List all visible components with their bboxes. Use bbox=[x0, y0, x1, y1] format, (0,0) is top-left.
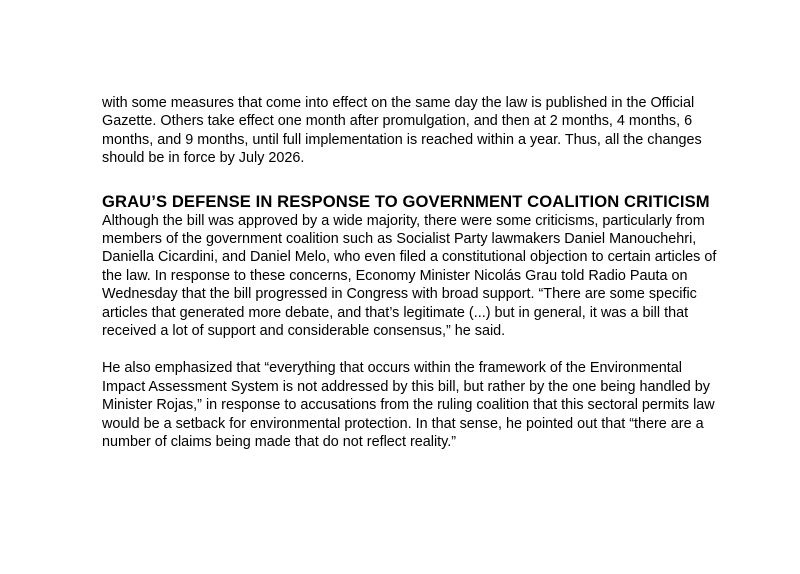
body-paragraph-1: Although the bill was approved by a wide majority, there were some criticisms, particularly from members of the government coalition such as Socialist Party lawmakers Daniel Manouchehri, Daniella Cicardini, and Daniel Melo, who even filed a constitutional objection to certain articles of the law. In response to these concerns, Economy Minister Nicolás Grau told Radio Pauta on Wednesday that the bill progressed in Congress with broad support. “There are some specific articles that generated more debate, and that’s legitimate (...) but in general, it was a bill that received a lot of support and considerable consensus,” he said. bbox=[102, 212, 717, 340]
intro-paragraph: with some measures that come into effect on the same day the law is published in the Official Gazette. Others take effect one month after promulgation, and then at 2 months, 4 months, 6 months, and 9 months, until full implementation is reached within a year. Thus, all the changes should be in force by July 2026. bbox=[102, 95, 702, 167]
body-paragraph-2: He also emphasized that “everything that occurs within the framework of the Environmental Impact Assessment System is not addressed by this bill, but rather by the one being handled by Minister Rojas,” in response to accusations from the ruling coalition that this sectoral permits law would be a setback for environmental protection. In that sense, he pointed out that “there are a number of claims being made that do not reflect reality.” bbox=[102, 360, 715, 451]
section-heading: GRAU’S DEFENSE IN RESPONSE TO GOVERNMENT COALITION CRITICISM bbox=[102, 191, 710, 211]
document-page bbox=[102, 94, 722, 452]
